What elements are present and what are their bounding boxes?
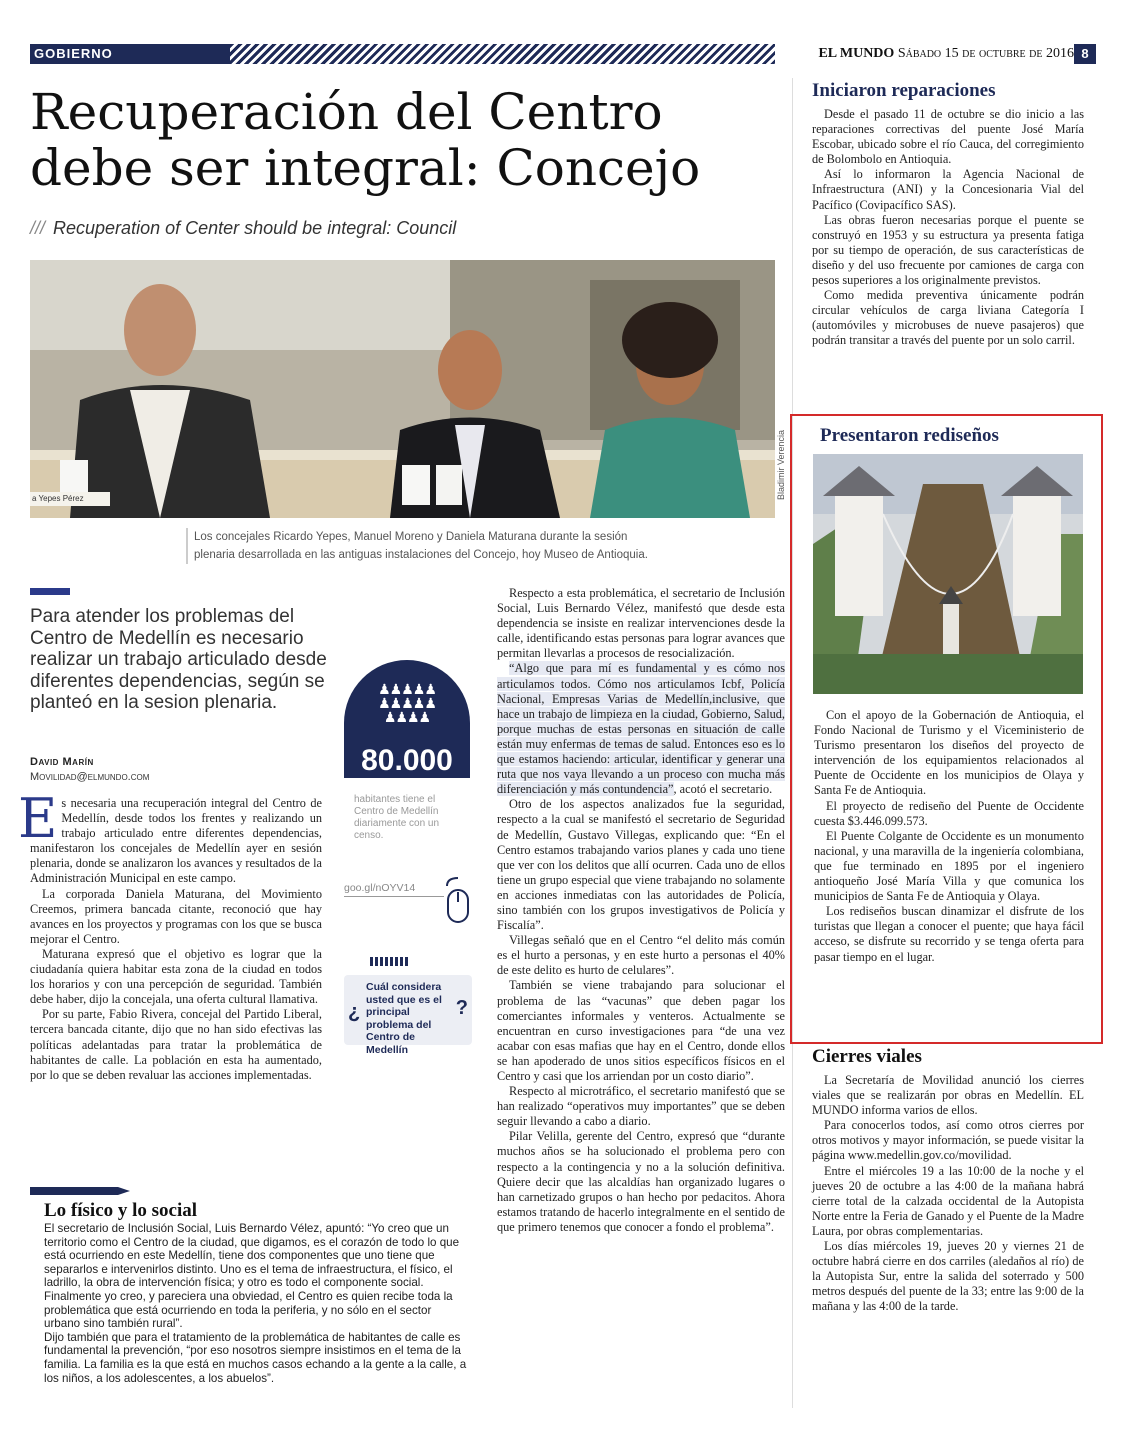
- redisenos-body: [814, 708, 1084, 965]
- section-label: GOBIERNO: [30, 44, 230, 64]
- article-deck: Para atender los problemas del Centro de Medellín es necesario realizar un trabajo articulado desde diferentes dependencias, según se planteó en la sesion plenaria.: [30, 606, 327, 713]
- headline-line-2: debe ser integral: Concejo: [30, 139, 701, 197]
- people-icon: ♟♟♟♟♟ ♟♟♟♟♟ ♟♟♟♟: [378, 683, 436, 726]
- headline: [30, 84, 790, 196]
- paper-name: EL MUNDO: [818, 46, 895, 61]
- reparaciones-paragraph-4: Como medida preventiva únicamente podrán circular vehículos de carga liviana Categoría I (automóviles y microbuses de nueve pasajeros) que podrán transitar a través del puente por un solo carril.: [812, 288, 1084, 348]
- pencil-icon: [30, 1183, 130, 1193]
- byline-email: Movilidad@elmundo.com: [30, 771, 150, 783]
- stat-number: 80.000: [344, 744, 470, 778]
- subheadline: [30, 218, 456, 239]
- photo-caption: [186, 528, 746, 564]
- cierres-paragraph-4: Los días miércoles 19, jueves 20 y viernes 21 de octubre habrá cierre en dos carriles (aledaños al río) de la Autopista Sur, entre la salida del soterrado y 500 metros después del puente de la 33; entre las 9:00 de la mañana y las 4:00 de la tarde.: [812, 1239, 1084, 1314]
- col1-paragraph-1: s necesaria una recuperación integral del Centro de Medellín, desde todos los frentes y realizando un trabajo articulado entre diferentes dependencias, manifestaron los concejales de Medellín ayer en sesión plenaria, donde se analizaron los avances y resultados de la Administración Municipal en este campo.: [30, 796, 322, 886]
- nameplate: a Yepes Pérez: [32, 494, 84, 503]
- short-link[interactable]: goo.gl/nOYV14: [344, 882, 444, 897]
- cierres-paragraph-2: Para conocerlos todos, así como otros cierres por otros motivos y mayor información, se puede visitar la página www.medellin.gov.co/movilidad.: [812, 1118, 1084, 1163]
- col2-paragraph-5: También se viene trabajando para solucionar el problema de las “vacunas” que deben pagar los comerciantes informales y venteros. Actualmente se encuentran en curso investigaciones para “de una vez acabar con esas mafias que hay en el Centro, donde ellos se han apoderado de unos sitios específicos físicos en el Centro y casi que los arriendan por un costo diario”.: [497, 978, 785, 1083]
- col2-paragraph-4: Villegas señaló que en el Centro “el delito más común es el hurto a personas, y en este hurto a personas el 40% de este delito es hurto de celulares”.: [497, 933, 785, 978]
- article-column-2: [497, 586, 785, 1235]
- article-column-1: [18, 787, 322, 1083]
- reparaciones-paragraph-2: Así lo informaron la Agencia Nacional de Infraestructura (ANI) y la Concesionaria Vial del Pacífico (Covipacífico SAS).: [812, 167, 1084, 212]
- question-accent-bar: [370, 957, 410, 966]
- deck-accent-bar: [30, 588, 70, 595]
- bridge-illustration: [813, 454, 1083, 694]
- council-photo-illustration: [30, 260, 775, 518]
- byline-author: David Marín: [30, 756, 94, 768]
- photo-credit: Bladimir Verencia: [776, 430, 786, 501]
- col1-paragraph-2: La corporada Daniela Maturana, del Movimiento Creemos, primera bancada citante, reconoció que hay avances en los proyectos y programas con los que se busca mejorar el Centro.: [30, 886, 322, 946]
- col2-paragraph-3: Otro de los aspectos analizados fue la seguridad, respecto a la cual se manifestó el secretario de Seguridad de Medellín, Gustavo Villegas, explicando que: “En el Centro estamos trabajando varios planes y cada uno tiene que ver con los delitos que allí ocurren. Cada uno de ellos tiene un grupo especial que viene trabajando no solamente en acciones inmediatas con las autoridades de Policía, sino también con los grupos investigativos de Policía y Fiscalía”.: [497, 797, 785, 933]
- redisenos-paragraph-2: El proyecto de rediseño del Puente de Occidente cuesta $3.446.099.573.: [814, 798, 1084, 828]
- bridge-photo: [813, 454, 1083, 694]
- sidebar-body: [44, 1222, 468, 1385]
- masthead: [818, 46, 1074, 62]
- section-tag: [30, 44, 775, 64]
- main-photo: [30, 260, 775, 518]
- issue-date: Sábado 15 de octubre de 2016: [897, 46, 1074, 61]
- col1-paragraph-3: Maturana expresó que el objetivo es lograr que la ciudadanía quiera habitar esta zona de la ciudad en todos los horarios y con una percepción de seguridad. También debe haber, dijo la concejala, una oferta cultural llamativa.: [30, 946, 322, 1007]
- subhead-slashes: ///: [30, 218, 46, 238]
- redisenos-title: Presentaron rediseños: [820, 425, 999, 446]
- redisenos-title-wrap: [820, 425, 1092, 447]
- highlighted-quote: “Algo que para mí es fundamental y es cómo nos articulamos todos. Cómo nos articulamos Icbf, Policía Nacional, Empresas Varias de Medellín,inclusive, que hace un trabajo de limpieza en la ciudad, Gobierno, Salud, porque muchas de estas personas en situación de calle están muy enfermas de temas de salud. Entonces eso es lo que estamos haciendo: articular, identificar y generar una ruta que nos vaya llevando a un proceso con mucha más diferenciación y más contundencia”: [497, 661, 785, 797]
- stat-infobox: [344, 660, 470, 778]
- reparaciones-paragraph-3: Las obras fueron necesarias porque el puente se construyó en 1953 y su estructura ya presenta fatiga por su tiempo de operación, de sus características de diseño y del uso frecuente por camiones de carga con pesos superiores a los originalmente previstos.: [812, 212, 1084, 288]
- col2-paragraph-7: Pilar Velilla, gerente del Centro, expresó que “durante muchos años se ha solucionado el problema pero con respecto a la contingencia y no a la solución definitiva. Quiere decir que las alcaldías han organizado lugares o han carnetizado grupos o han hecho por pedacitos. Ahora estamos tratando de hacerlo integralmente en el sentido de que primero tenemos que conocer a fondo el problema”.: [497, 1129, 785, 1234]
- col2-paragraph-6: Respecto al microtráfico, el secretario manifestó que se han realizado “operativos muy importantes” que se deben seguir llevando a cabo a diario.: [497, 1084, 785, 1129]
- redisenos-paragraph-4: Los rediseños buscan dinamizar el disfrute de los turistas que llegan a conocer el puente; que haya fácil acceso, se disfrute su recorrido y se tenga oferta para pasar tiempo en el lugar.: [814, 904, 1084, 964]
- cierres-paragraph-3: Entre el miércoles 19 a las 10:00 de la noche y el jueves 20 de octubre a las 4:00 de la mañana habrá cierre total de la calzada occidental de la Autopista Norte entre la Feria de Ganado y el Puente de la Madre Laura, por obras complementarias.: [812, 1163, 1084, 1238]
- subhead-text: Recuperation of Center should be integral: Council: [53, 218, 457, 238]
- caption-line-2: plenaria desarrollada en las antiguas instalaciones del Concejo, hoy Museo de Antioquia.: [194, 549, 648, 561]
- question-open-mark: ¿: [348, 1001, 361, 1023]
- sidebar-paragraph-2: Dijo también que para el tratamiento de la problemática de habitantes de calle es fundamental la prevención, “por eso nosotros siempre insistimos en el tema de la familia. La familia es la que está en muchos casos echando a la gente a la calle, a los niños, a los adolescentes, a los abuelos”.: [44, 1330, 467, 1385]
- question-text: Cuál considera usted que es el principal problema del Centro de Medellín: [366, 981, 442, 1056]
- quote-attribution: , acotó el secretario.: [673, 782, 773, 797]
- sidebar-title: Lo físico y lo social: [44, 1200, 198, 1221]
- section-stripes: [230, 44, 775, 64]
- redisenos-paragraph-3: El Puente Colgante de Occidente es un monumento nacional, y una maravilla de la ingeniería colombiana, que fue terminado en 1895 por el ingeniero antioqueño José María Villa y que comunica los municipios de Santa Fe de Antioquia y Olaya.: [814, 828, 1084, 904]
- mouse-icon: [445, 876, 471, 931]
- redisenos-paragraph-1: Con el apoyo de la Gobernación de Antioquia, el Fondo Nacional de Turismo y el Viceministerio de Turismo presentaron los diseños del proyecto de intervención de los equipamientos relacionados al Puente de Occidente en los municipios de Olaya y Santa Fe de Antioquia.: [814, 708, 1084, 798]
- reparaciones-title: Iniciaron reparaciones: [812, 80, 996, 101]
- sidebar-paragraph-1: El secretario de Inclusión Social, Luis Bernardo Vélez, apuntó: “Yo creo que un territorio como el Centro de la ciudad, que digamos, es el corazón de todo lo que está ocurriendo en este Medellín, tiene dos componentes que uno tiene que separarlos e intervenirlos distinto. Uno es el tema de infraestructura, el físico, el ladrillo, la obra de intervención física; y otro es todo el componente social. Finalmente yo creo, y pareciera una obviedad, el Centro es quien recibe toda la problemática que está ocurriendo en toda la periferia, y no sólo en el sector urbano sino también rural”.: [44, 1222, 460, 1331]
- cierres-brief: [812, 1046, 1084, 1315]
- page-number: 8: [1074, 44, 1096, 64]
- question-close-mark: ?: [455, 997, 468, 1019]
- reparaciones-brief: [812, 80, 1084, 349]
- drop-cap: E: [18, 787, 58, 850]
- cierres-paragraph-1: La Secretaría de Movilidad anunció los cierres viales que se realizarán por obras en Medellín. EL MUNDO informa varios de ellos.: [812, 1073, 1084, 1118]
- reparaciones-paragraph-1: Desde el pasado 11 de octubre se dio inicio a las reparaciones correctivas del puente José María Escobar, ubicado sobre el río Cauca, del corregimiento de Bolombolo en Antioquia.: [812, 107, 1084, 167]
- stat-description: habitantes tiene el Centro de Medellín diariamente con un censo.: [354, 794, 440, 841]
- question-box: [344, 975, 472, 1056]
- headline-line-1: Recuperación del Centro: [30, 83, 663, 141]
- cierres-title: Cierres viales: [812, 1046, 922, 1067]
- col1-paragraph-4: Por su parte, Fabio Rivera, concejal del Partido Liberal, tercera bancada citante, dijo que no han sido efectivas las políticas adelantadas para tratar la problemática de habitantes de calle. La población en esta ha aumentado, por lo que se deben revaluar las acciones implementadas.: [30, 1007, 322, 1082]
- col2-paragraph-1: Respecto a esta problemática, el secretario de Inclusión Social, Luis Bernardo Vélez, manifestó que desde esta dependencia se insiste en realizar intervenciones desde la calle, identificando estas personas para lograr avances que permitan llevarlas a procesos de resocialización.: [497, 586, 785, 661]
- caption-line-1: Los concejales Ricardo Yepes, Manuel Moreno y Daniela Maturana durante la sesión: [194, 531, 628, 543]
